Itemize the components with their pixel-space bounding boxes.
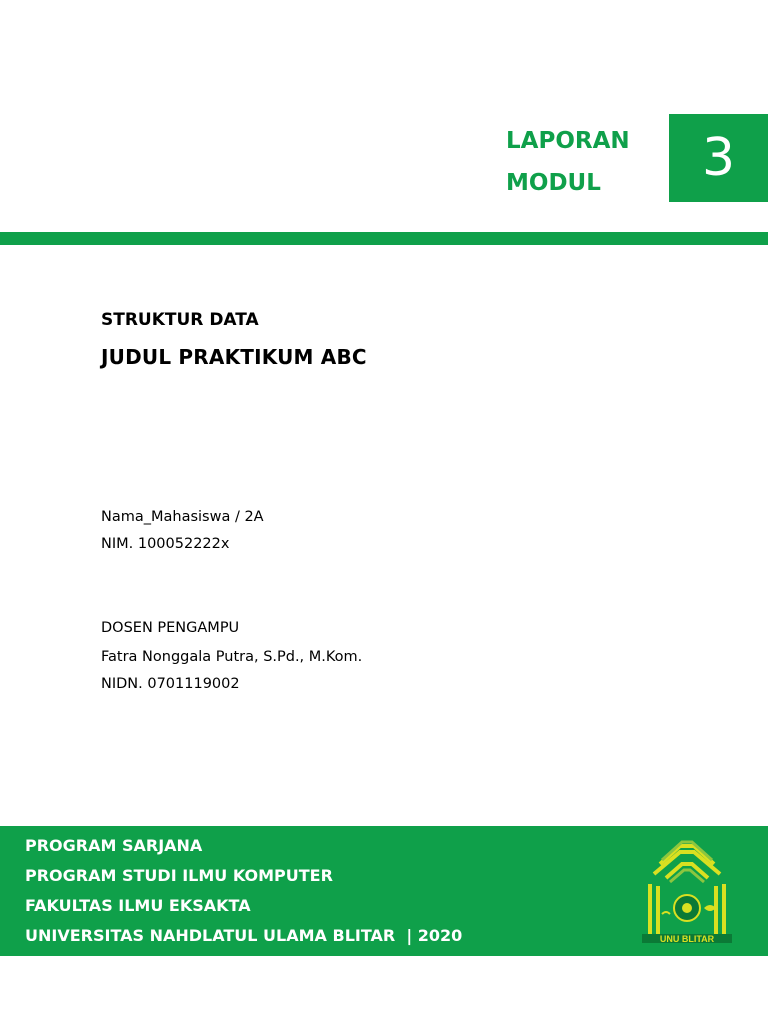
header-divider bbox=[0, 232, 768, 245]
practicum-title: JUDUL PRAKTIKUM ABC bbox=[101, 345, 367, 369]
module-number-badge bbox=[669, 114, 768, 202]
student-nim: NIM. 100052222x bbox=[101, 536, 230, 552]
lecturer-nidn: NIDN. 0701119002 bbox=[101, 676, 240, 692]
report-title bbox=[506, 120, 630, 204]
module-number: 3 bbox=[701, 128, 736, 188]
footer-band bbox=[0, 826, 768, 956]
student-name-class: Nama_Mahasiswa / 2A bbox=[101, 509, 264, 525]
course-subject: STRUKTUR DATA bbox=[101, 310, 259, 330]
lecturer-label: DOSEN PENGAMPU bbox=[101, 620, 240, 636]
report-title-line1: LAPORAN bbox=[506, 128, 630, 154]
logo-text: UNU BLITAR bbox=[659, 934, 715, 944]
footer-study-program: PROGRAM STUDI ILMU KOMPUTER bbox=[25, 866, 333, 885]
report-title-line2: MODUL bbox=[506, 170, 601, 196]
lecturer-name: Fatra Nonggala Putra, S.Pd., M.Kom. bbox=[101, 649, 363, 665]
footer-university: UNIVERSITAS NAHDLATUL ULAMA BLITAR | 2020 bbox=[25, 926, 463, 945]
university-logo bbox=[632, 834, 742, 950]
footer-faculty: FAKULTAS ILMU EKSAKTA bbox=[25, 896, 251, 915]
footer-program: PROGRAM SARJANA bbox=[25, 836, 203, 855]
